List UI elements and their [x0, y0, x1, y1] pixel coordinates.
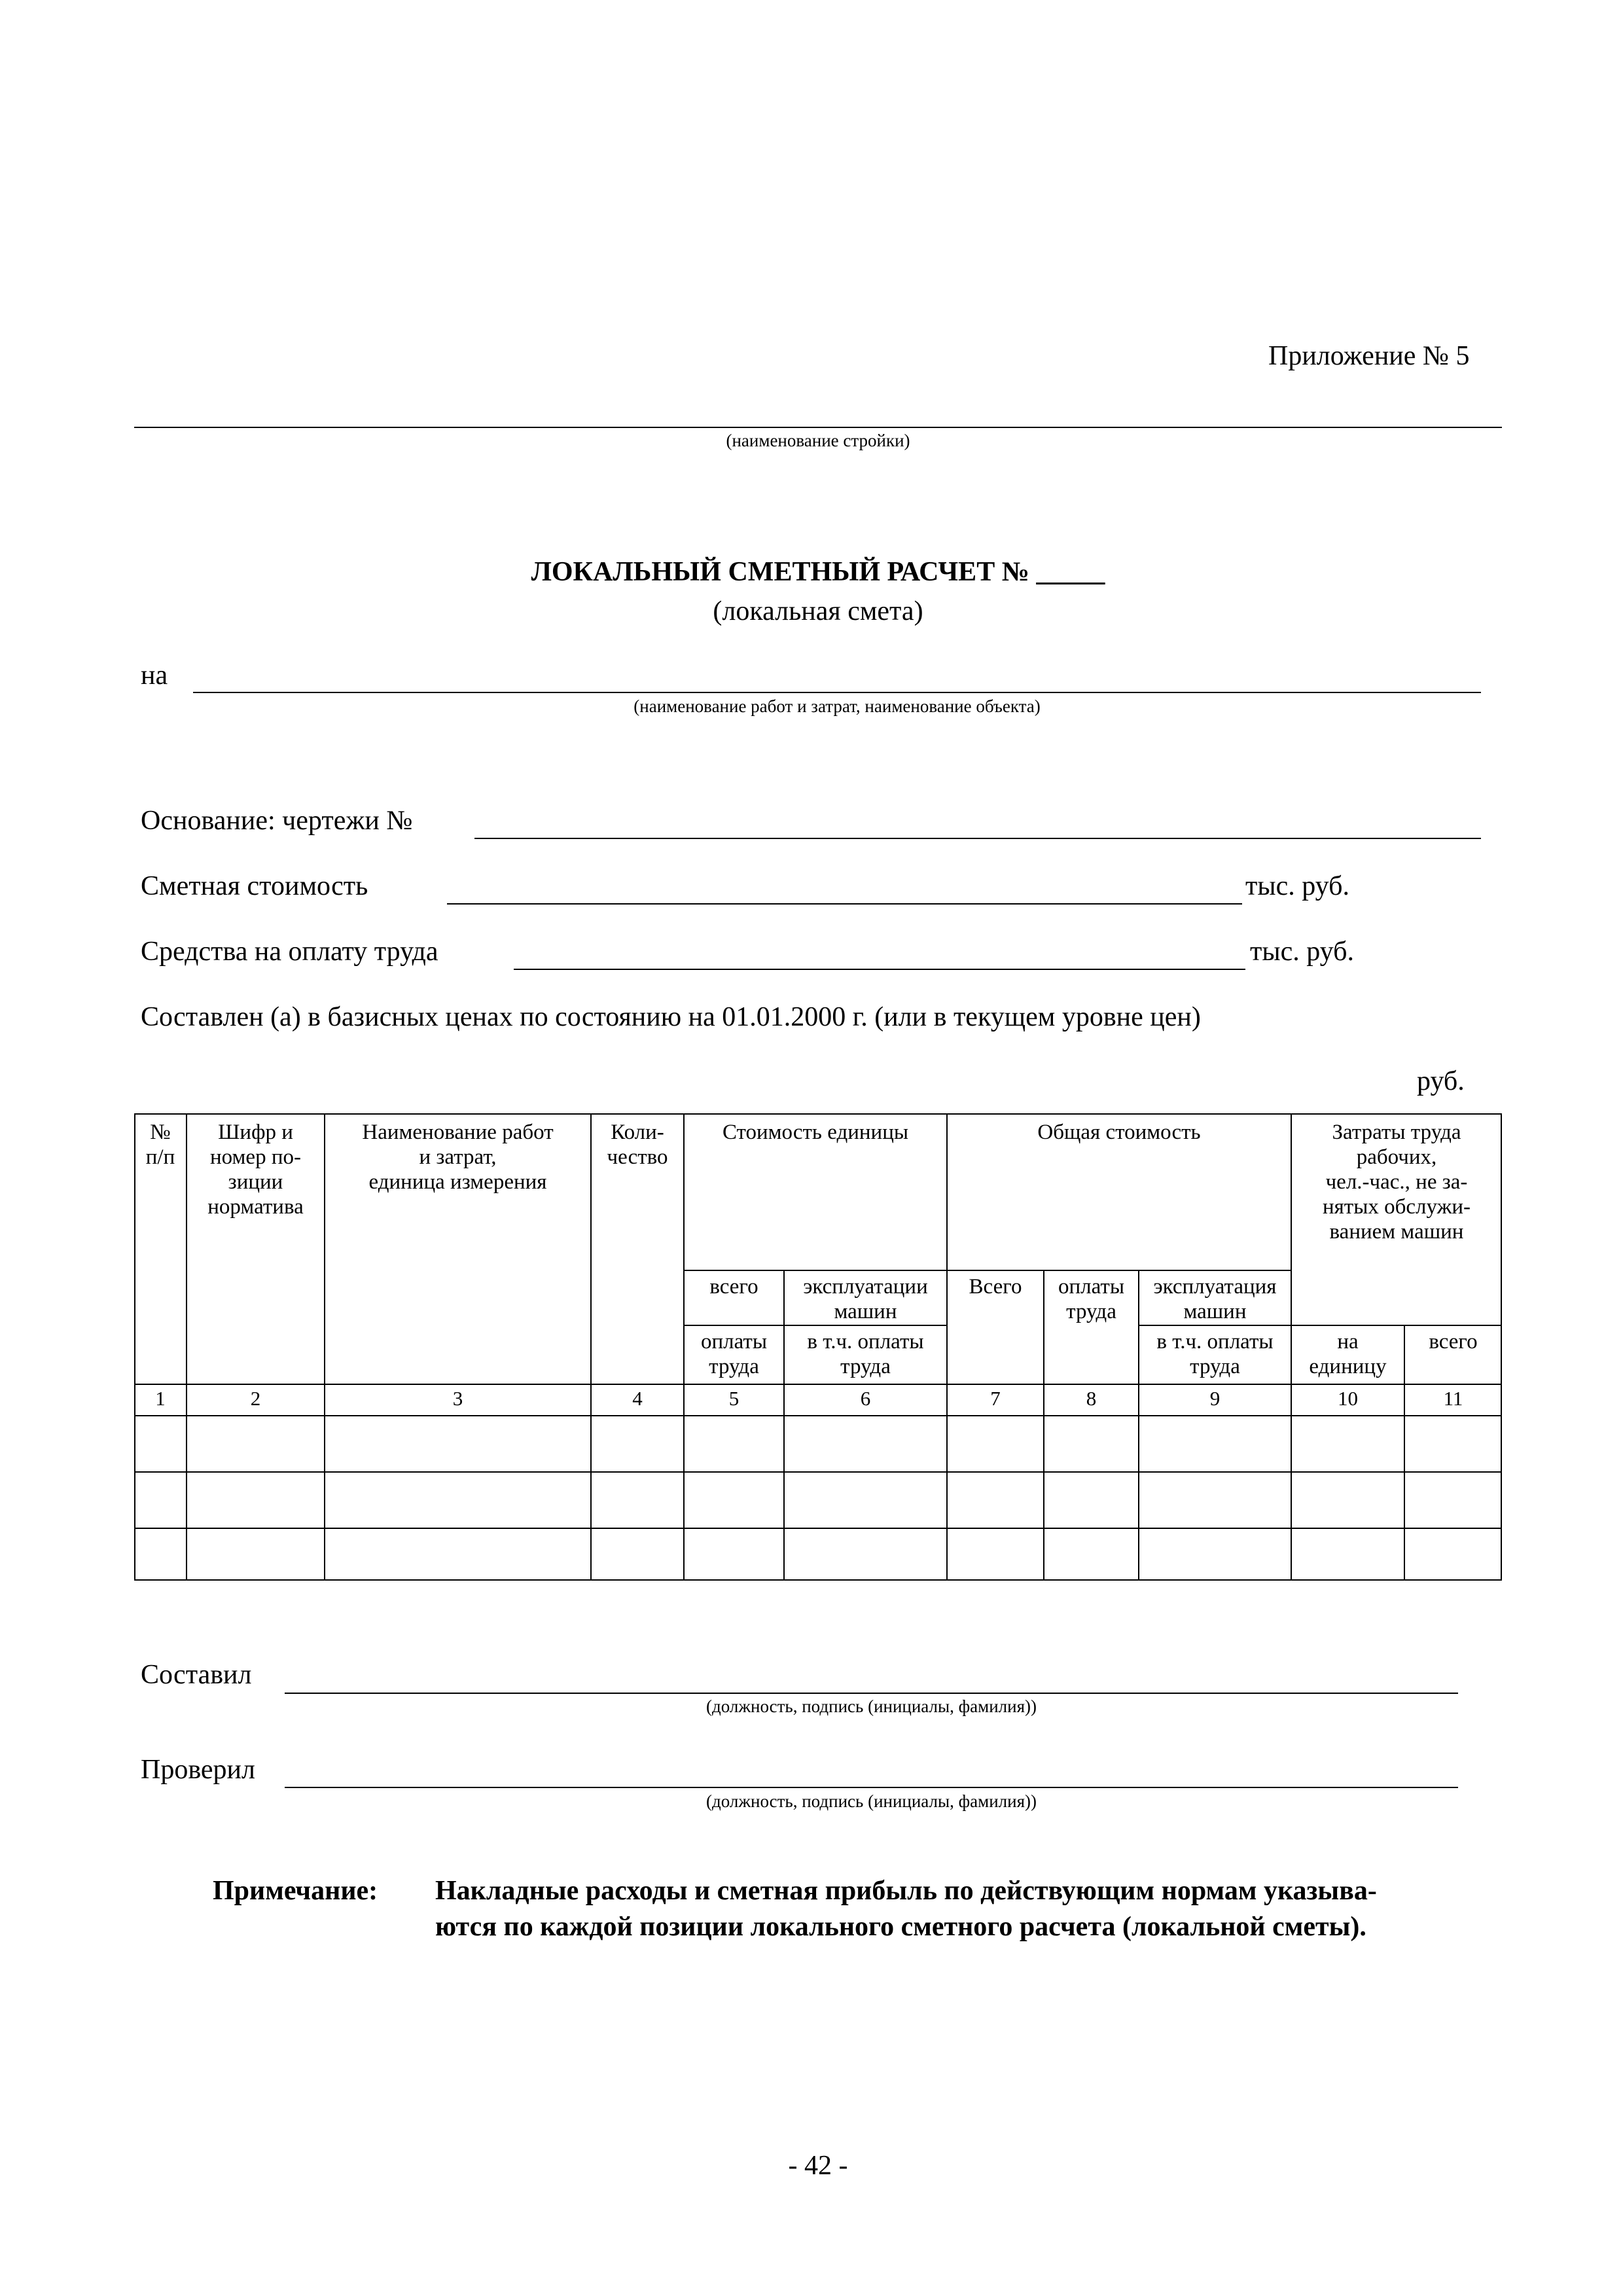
subheader-total-all: Всего — [969, 1275, 1022, 1299]
note-label: Примечание: — [213, 1876, 378, 1906]
basis-label: Основание: чертежи № — [141, 806, 413, 836]
estimated-cost-unit: тыс. руб. — [1245, 871, 1349, 901]
basis-line — [474, 838, 1481, 839]
checked-by-caption: (должность, подпись (инициалы, фамилия)) — [706, 1791, 1037, 1811]
header-code: Шифр и номер по- зиции норматива — [207, 1121, 304, 1219]
header-number: № п/п — [145, 1121, 175, 1169]
page-number: - 42 - — [788, 2151, 848, 2181]
checked-by-label: Проверил — [141, 1755, 255, 1785]
header-unit-cost: Стоимость единицы — [722, 1121, 909, 1144]
subheader-labor-per-unit: на единицу — [1309, 1330, 1387, 1378]
column-number-11: 11 — [1443, 1387, 1463, 1410]
subheader-total-wages: оплаты труда — [1058, 1275, 1124, 1323]
works-name-line — [193, 692, 1481, 693]
works-caption: (наименование работ и затрат, наименование объекта) — [633, 696, 1041, 716]
column-number-7: 7 — [990, 1387, 1001, 1410]
labor-funds-label: Средства на оплату труда — [141, 937, 438, 967]
column-number-6: 6 — [860, 1387, 871, 1410]
column-number-2: 2 — [250, 1387, 261, 1410]
column-number-8: 8 — [1086, 1387, 1097, 1410]
column-number-1: 1 — [155, 1387, 166, 1410]
estimate-table — [134, 1113, 1502, 1581]
construction-caption: (наименование стройки) — [726, 431, 910, 450]
document-subtitle: (локальная смета) — [713, 596, 923, 626]
labor-funds-line — [514, 969, 1245, 970]
column-number-10: 10 — [1338, 1387, 1358, 1410]
column-number-3: 3 — [452, 1387, 463, 1410]
compiled-prices-text: Составлен (а) в базисных ценах по состоянию на 01.01.2000 г. (или в текущем уровне цен) — [141, 1002, 1201, 1032]
subheader-labor-total: всего — [1429, 1330, 1478, 1354]
checked-by-line — [285, 1787, 1458, 1788]
document-title: ЛОКАЛЬНЫЙ СМЕТНЫЙ РАСЧЕТ № _____ — [531, 557, 1105, 587]
subheader-total-machines: эксплуатация машин — [1153, 1275, 1277, 1323]
appendix-label: Приложение № 5 — [1268, 341, 1470, 371]
header-work-name: Наименование работ и затрат, единица измерения — [362, 1121, 554, 1194]
subheader-total-machine-wages: в т.ч. оплаты труда — [1156, 1330, 1274, 1378]
subheader-unit-total: всего — [709, 1275, 758, 1299]
note-line-1: Накладные расходы и сметная прибыль по действующим нормам указыва- — [435, 1876, 1377, 1906]
on-label: на — [141, 660, 168, 691]
column-number-4: 4 — [632, 1387, 643, 1410]
compiled-by-line — [285, 1693, 1458, 1694]
labor-funds-unit: тыс. руб. — [1250, 937, 1354, 967]
compiled-by-caption: (должность, подпись (инициалы, фамилия)) — [706, 1696, 1037, 1716]
estimated-cost-label: Сметная стоимость — [141, 871, 368, 901]
header-total-cost: Общая стоимость — [1037, 1121, 1201, 1144]
header-labor: Затраты труда рабочих, чел.-час., не за- нятых обслужи- ванием машин — [1322, 1121, 1471, 1244]
note-line-2: ются по каждой позиции локального сметного расчета (локальной сметы). — [435, 1912, 1366, 1942]
header-quantity: Коли- чество — [607, 1121, 668, 1169]
construction-name-line — [134, 427, 1502, 428]
column-number-5: 5 — [728, 1387, 740, 1410]
compiled-by-label: Составил — [141, 1660, 252, 1690]
estimated-cost-line — [447, 903, 1242, 905]
currency-label: руб. — [1417, 1066, 1465, 1096]
column-number-9: 9 — [1209, 1387, 1221, 1410]
subheader-unit-machine-wages: в т.ч. оплаты труда — [807, 1330, 924, 1378]
subheader-unit-wages: оплаты труда — [700, 1330, 767, 1378]
subheader-unit-machines: эксплуатации машин — [803, 1275, 928, 1323]
